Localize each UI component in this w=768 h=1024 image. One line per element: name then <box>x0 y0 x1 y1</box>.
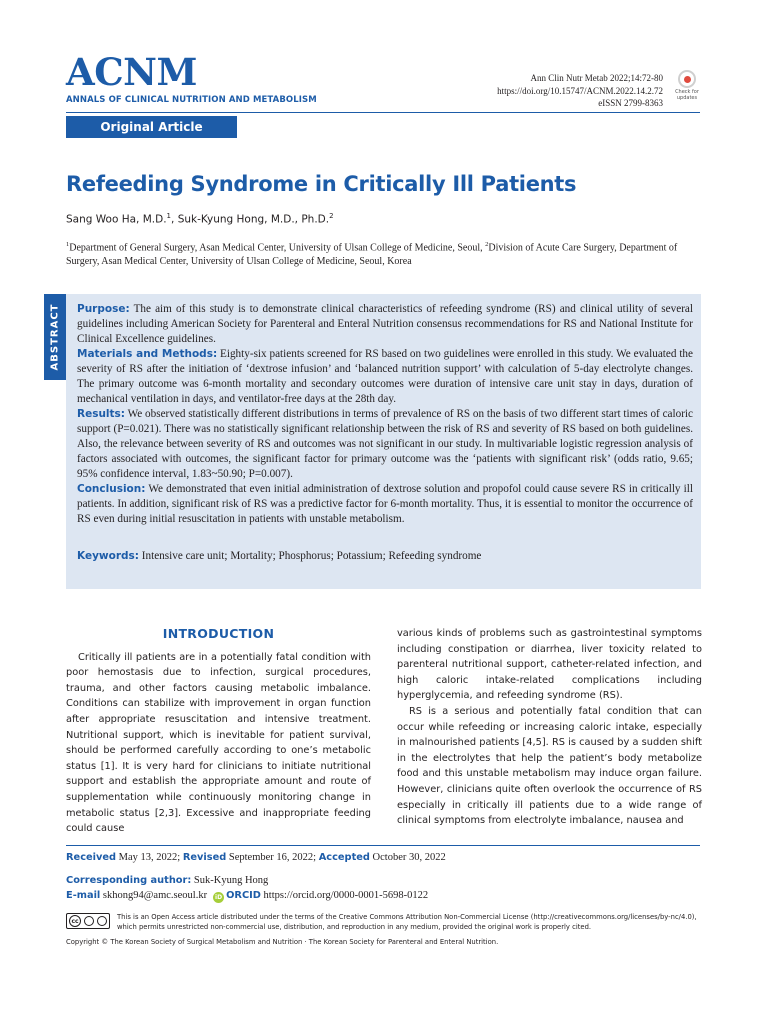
affil-2-marker: 2 <box>485 241 489 248</box>
conclusion-label: Conclusion: <box>77 483 146 495</box>
author-1-affil: 1 <box>166 212 172 220</box>
author-separator: , <box>171 213 178 226</box>
nc-icon <box>97 916 107 926</box>
citation: Ann Clin Nutr Metab 2022;14:72-80 <box>530 73 663 83</box>
body-column-left <box>66 626 371 837</box>
orcid-icon: iD <box>215 894 223 901</box>
cc-license-icon[interactable] <box>66 913 110 929</box>
author-1: Sang Woo Ha, M.D. <box>66 213 167 226</box>
license-text: This is an Open Access article distributed under the terms of the Creative Commons Attribution Non-Commercial License (http://creativecommons.org/licenses/by-nc/4.0), which permits unrestricted non-commercial use, distribution, and reproduction in any medium, provided the original work is properly cited. <box>117 913 697 931</box>
abstract-methods <box>77 347 693 407</box>
affil-2: Division of Acute Care Surgery, Department of Surgery, Asan Medical Center, University of Ulsan College of Medicine, Seoul, Korea <box>66 242 678 268</box>
citation-block <box>497 72 663 110</box>
corresponding-author <box>66 873 428 903</box>
corr-label: Corresponding author: <box>66 875 192 886</box>
doi-link[interactable]: https://doi.org/10.15747/ACNM.2022.14.2.72 <box>497 85 663 96</box>
email-label: E-mail <box>66 890 101 901</box>
revised-label: Revised <box>182 852 227 863</box>
keywords <box>77 550 693 562</box>
journal-logo: ACNM <box>66 50 197 94</box>
journal-full-name: ANNALS OF CLINICAL NUTRITION AND METABOLISM <box>66 95 317 105</box>
affil-1-marker: 1 <box>66 241 70 248</box>
body-column-right <box>397 626 702 829</box>
article-type-label: Original Article <box>66 116 237 138</box>
contact-line <box>66 888 428 903</box>
affil-1: Department of General Surgery, Asan Medical Center, University of Ulsan College of Medicine, Seoul, <box>69 242 486 254</box>
cc-icon: cc <box>69 915 81 927</box>
abstract-purpose <box>77 302 693 347</box>
purpose-text: The aim of this study is to demonstrate clinical characteristics of refeeding syndrome (RS) and clinical utility of several guidelines including American Society for Parenteral and Enteral Nutrition consensus recommendations for RS and National Institute for Clinical Excellence guidelines. <box>77 303 693 345</box>
orcid-link[interactable]: https://orcid.org/0000-0001-5698-0122 <box>260 890 429 901</box>
purpose-label: Purpose: <box>77 303 130 315</box>
abstract-results <box>77 407 693 482</box>
accepted-label: Accepted <box>318 852 370 863</box>
methods-label: Materials and Methods: <box>77 348 218 360</box>
corr-line <box>66 873 428 888</box>
intro-paragraph-1: Critically ill patients are in a potentially fatal condition with poor hemostasis due to infection, surgical procedures, trauma, and other factors causing metabolic imbalance. Conditions can stabilize with improvement in organ function after appropriate resuscitation and intensive treatment. Nutritional support, which is inevitable for patient survival, should be performed carefully according to one’s metabolic status [1]. It is very hard for clinicians to initiate nutritional support and establish the appropriate amount and route of supplementation while continuously monitoring change in metabolic status [2,3]. Excessive and inappropriate feeding could cause <box>66 651 371 835</box>
received-label: Received <box>66 852 117 863</box>
abstract-conclusion <box>77 482 693 527</box>
article-title: Refeeding Syndrome in Critically Ill Patients <box>66 172 577 196</box>
orcid-label: ORCID <box>226 890 261 901</box>
abstract-body <box>77 302 693 527</box>
abstract-tab-label: ABSTRACT <box>49 303 61 371</box>
email-link[interactable]: skhong94@amc.seoul.kr <box>100 890 208 901</box>
author-2: Suk-Kyung Hong, M.D., Ph.D. <box>177 213 330 226</box>
header-divider <box>66 112 700 113</box>
intro-paragraph-1-cont: various kinds of problems such as gastrointestinal symptoms including constipation or diarrhea, liver toxicity related to parenteral nutritional support, catheter-related infection, and high caloric intake-related complications including hyperglycemia, and refeeding syndrome (RS). <box>397 628 702 702</box>
methods-text: Eighty-six patients screened for RS based on two guidelines were enrolled in this study. We evaluated the severity of RS after the initiation of ‘dextrose infusion’ and ‘balanced nutrition support’ with calculation of 5-day electrolyte changes. The primary outcome was 6-month mortality and secondary outcomes were duration of intensive care unit stay in days, duration of mechanical ventilation in days, and ventilator-free days at the 28th day. <box>77 348 693 405</box>
eissn: eISSN 2799-8363 <box>598 98 663 108</box>
section-heading-introduction: INTRODUCTION <box>162 626 275 641</box>
check-for-updates-button[interactable] <box>673 70 701 103</box>
update-badge-label: Check for updates <box>675 89 699 101</box>
keywords-text: Intensive care unit; Mortality; Phosphorus; Potassium; Refeeding syndrome <box>138 550 482 562</box>
by-icon <box>84 916 94 926</box>
affiliations <box>66 238 700 269</box>
results-text: We observed statistically different distributions in terms of prevalence of RS on the basis of two different start times of caloric support (P=0.021). There was no statistically significant relationship between the risk of RS and severity of RS based on both guidelines. Also, the relevance between severity of RS and outcomes was not significant in our study. In multivariable logistic regression analysis of factors associated with outcomes, the significant factor for primary outcome was the ‘patients with significant risk’ (odds ratio, 9.65; 95% confidence interval, 1.83~50.90; P=0.007). <box>77 408 693 480</box>
copyright-text: Copyright © The Korean Society of Surgical Metabolism and Nutrition · The Korean Society for Parenteral and Enteral Nutrition. <box>66 938 499 946</box>
footer-divider <box>66 845 700 846</box>
keywords-label: Keywords: <box>77 550 139 562</box>
abstract-tab <box>44 294 66 380</box>
revised-date: September 16, 2022; <box>226 852 319 863</box>
results-label: Results: <box>77 408 125 420</box>
article-dates <box>66 852 446 863</box>
author-2-affil: 2 <box>329 212 334 220</box>
received-date: May 13, 2022; <box>116 852 183 863</box>
intro-paragraph-2: RS is a serious and potentially fatal condition that can occur while refeeding or increasing caloric intake, especially in malnourished patients [4,5]. RS is caused by a sudden shift in the electrolytes that help the patient’s body metabolize food and this unstable metabolism may induce organ failure. However, clinicians quite often overlook the occurrence of RS especially in critically ill patients due to a wide range of clinical symptoms from electrolyte imbalance, nausea and <box>397 705 702 827</box>
accepted-date: October 30, 2022 <box>369 852 446 863</box>
conclusion-text: We demonstrated that even initial administration of dextrose solution and propofol could cause severe RS in critically ill patients. In addition, significant risk of RS was a predictive factor for 6-month mortality. Thus, it is essential to monitor the occurrence of RS even during initial resuscitation in patients with unstable metabolism. <box>77 483 693 525</box>
update-badge-icon <box>678 70 696 88</box>
author-list <box>66 212 334 226</box>
corr-name: Suk-Kyung Hong <box>191 875 269 886</box>
